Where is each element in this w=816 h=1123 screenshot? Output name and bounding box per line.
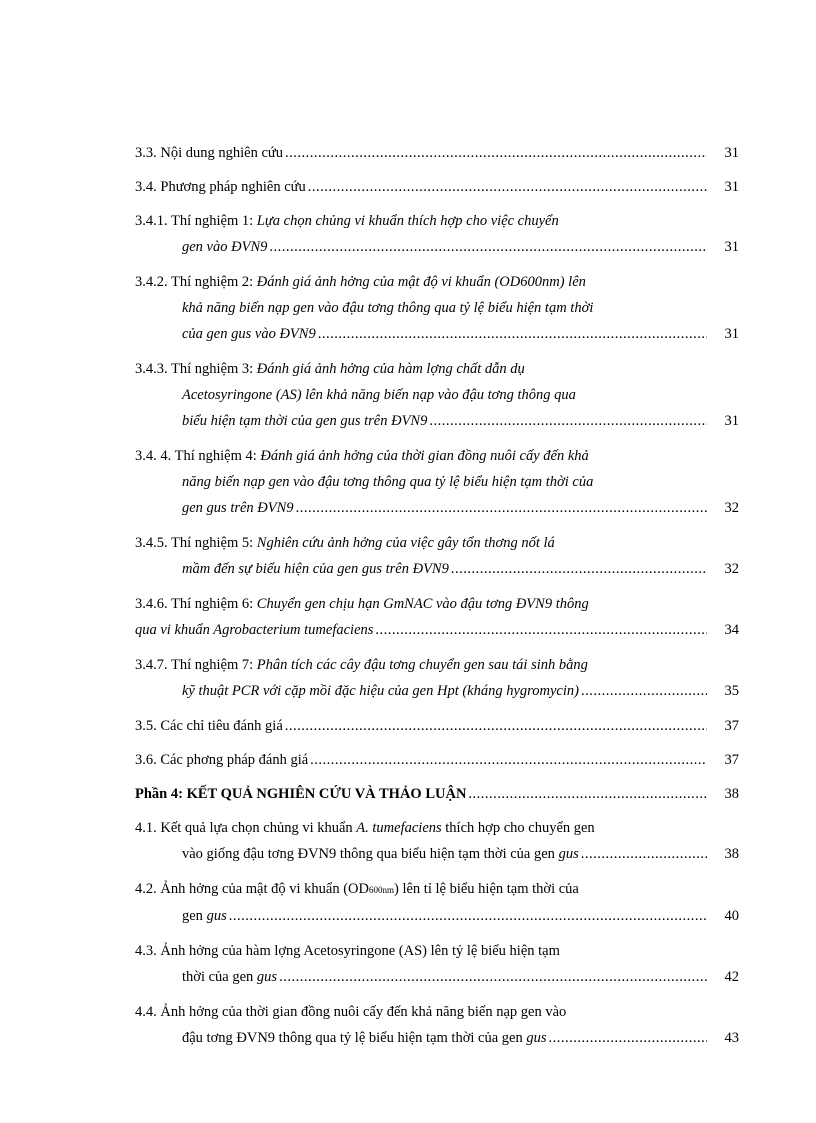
leader-dots: [581, 678, 707, 704]
toc-entry-3-4-4[interactable]: [135, 443, 739, 521]
page-number: 40: [724, 908, 739, 924]
leader-dots: [318, 321, 707, 347]
toc-entry-title-cont: gen gus trên ĐVN9: [182, 500, 294, 516]
toc-entry-3-4-5[interactable]: [135, 530, 739, 582]
toc-entry-title-cont: khả năng biến nạp gen vào đậu tơng thông qua tỷ lệ biểu hiện tạm thời: [182, 300, 594, 316]
toc-entry-title: Đánh giá ảnh hởng của hàm lợng chất dẫn dụ: [256, 361, 525, 377]
page-number: 32: [724, 561, 739, 577]
leader-dots: [451, 556, 707, 582]
page-number: 31: [724, 239, 739, 255]
table-of-contents: [135, 140, 739, 1051]
gene-name: gus: [206, 908, 227, 924]
leader-dots: [285, 140, 707, 166]
toc-entry-text: 4.1. Kết quả lựa chọn chủng vi khuẩn: [135, 820, 353, 836]
species-name: A. tumefaciens: [356, 820, 442, 836]
toc-entry-text: 3.6. Các phơng pháp đánh giá: [135, 752, 309, 768]
toc-entry-3-3[interactable]: [135, 140, 739, 166]
leader-dots: [285, 713, 707, 739]
toc-entry-label: 3.4.6. Thí nghiệm 6:: [135, 596, 254, 612]
toc-entry-title-cont: biểu hiện tạm thời của gen gus trên ĐVN9: [182, 413, 428, 429]
toc-entry-label: 3.4.1. Thí nghiệm 1:: [135, 213, 254, 229]
toc-entry-title: Chuyển gen chịu hạn GmNAC vào đậu tơng ĐVN9 thông: [256, 596, 589, 612]
leader-dots: [229, 903, 707, 929]
toc-entry-label: 3.4.5. Thí nghiệm 5:: [135, 535, 254, 551]
toc-entry-text-cont: thích hợp cho chuyển gen: [445, 820, 595, 836]
toc-entry-3-4[interactable]: [135, 174, 739, 200]
toc-entry-4-1[interactable]: [135, 815, 739, 867]
page-number: 42: [724, 969, 739, 985]
page-number: 35: [724, 683, 739, 699]
toc-part-4[interactable]: [135, 781, 739, 807]
leader-dots: [308, 174, 707, 200]
toc-entry-4-3[interactable]: [135, 938, 739, 990]
toc-entry-text: 3.4. Phương pháp nghiên cứu: [135, 179, 306, 195]
leader-dots: [269, 234, 707, 260]
toc-entry-3-4-6[interactable]: [135, 591, 739, 643]
page-number: 38: [724, 786, 739, 802]
toc-entry-title-cont: qua vi khuẩn Agrobacterium tumefaciens: [135, 622, 374, 638]
page-number: 31: [724, 326, 739, 342]
leader-dots: [581, 841, 707, 867]
toc-entry-title-cont: kỹ thuật PCR với cặp mồi đặc hiệu của gen Hpt (kháng hygromycin): [182, 683, 579, 699]
page-number: 37: [724, 718, 739, 734]
toc-entry-4-2[interactable]: [135, 876, 739, 929]
page-number: 38: [724, 846, 739, 862]
toc-entry-title-cont: gen vào ĐVN9: [182, 239, 268, 255]
subscript-wavelength: 600nm: [369, 885, 395, 895]
toc-entry-title-cont: Acetosyringone (AS) lên khả năng biến nạp vào đậu tơng thông qua: [182, 387, 576, 403]
toc-entry-text: 3.5. Các chỉ tiêu đánh giá: [135, 718, 283, 734]
gene-name: gus: [558, 846, 579, 862]
page-number: 37: [724, 752, 739, 768]
leader-dots: [279, 964, 707, 990]
toc-entry-text-cont: đậu tơng ĐVN9 thông qua tỷ lệ biểu hiện tạm thời của gen: [182, 1030, 523, 1046]
toc-entry-text: 4.2. Ảnh hởng của mật độ vi khuẩn (OD: [135, 881, 369, 897]
part-title: KẾT QUẢ NGHIÊN CỨU VÀ THẢO LUẬN: [186, 786, 467, 802]
toc-entry-3-4-2[interactable]: [135, 269, 739, 347]
toc-entry-3-4-1[interactable]: [135, 208, 739, 260]
toc-entry-3-5[interactable]: [135, 713, 739, 739]
page-number: 31: [724, 413, 739, 429]
toc-entry-text: 3.3. Nội dung nghiên cứu: [135, 145, 284, 161]
leader-dots: [310, 747, 707, 773]
toc-entry-text: 4.4. Ảnh hởng của thời gian đồng nuôi cấy đến khả năng biến nạp gen vào: [135, 1004, 567, 1020]
toc-entry-title: Phân tích các cây đậu tơng chuyển gen sau tái sinh bằng: [256, 657, 588, 673]
toc-entry-label: 3.4.3. Thí nghiệm 3:: [135, 361, 254, 377]
page-number: 34: [724, 622, 739, 638]
gene-name: gus: [256, 969, 278, 985]
gene-name: gus: [526, 1030, 547, 1046]
page-number: 43: [724, 1030, 739, 1046]
leader-dots: [468, 781, 707, 807]
toc-entry-title: Đánh giá ảnh hởng của mật độ vi khuẩn (OD600nm) lên: [256, 274, 586, 290]
toc-entry-3-4-7[interactable]: [135, 652, 739, 704]
leader-dots: [429, 408, 707, 434]
toc-entry-label: 3.4. 4. Thí nghiệm 4:: [135, 448, 257, 464]
toc-entry-label: 3.4.7. Thí nghiệm 7:: [135, 657, 254, 673]
toc-entry-text: 4.3. Ảnh hởng của hàm lợng Acetosyringone (AS) lên tỷ lệ biểu hiện tạm: [135, 943, 560, 959]
page-number: 32: [724, 500, 739, 516]
toc-entry-title: Nghiên cứu ảnh hởng của việc gây tổn thơng nốt lá: [256, 535, 555, 551]
toc-entry-3-6[interactable]: [135, 747, 739, 773]
toc-entry-text-cont: ) lên tỉ lệ biểu hiện tạm thời của: [394, 881, 579, 897]
toc-entry-4-4[interactable]: [135, 999, 739, 1051]
toc-entry-text-cont: vào giống đậu tơng ĐVN9 thông qua biểu hiện tạm thời của gen: [182, 846, 555, 862]
toc-entry-title-cont: của gen gus vào ĐVN9: [182, 326, 316, 342]
toc-entry-text-cont: thời của gen: [182, 969, 254, 985]
toc-entry-label: 3.4.2. Thí nghiệm 2:: [135, 274, 254, 290]
page-number: 31: [724, 145, 739, 161]
part-label: Phần 4:: [135, 786, 183, 802]
leader-dots: [296, 495, 707, 521]
leader-dots: [549, 1025, 708, 1051]
leader-dots: [375, 617, 707, 643]
page-number: 31: [724, 179, 739, 195]
toc-entry-title-cont: năng biến nạp gen vào đậu tơng thông qua tỷ lệ biểu hiện tạm thời của: [182, 474, 594, 490]
toc-entry-3-4-3[interactable]: [135, 356, 739, 434]
toc-entry-text-cont: gen: [182, 908, 203, 924]
toc-entry-title: Đánh giá ảnh hởng của thời gian đồng nuôi cấy đến khả: [260, 448, 589, 464]
toc-entry-title: Lựa chọn chủng vi khuẩn thích hợp cho việc chuyển: [256, 213, 559, 229]
toc-entry-title-cont: mầm đến sự biểu hiện của gen gus trên ĐVN9: [182, 561, 449, 577]
